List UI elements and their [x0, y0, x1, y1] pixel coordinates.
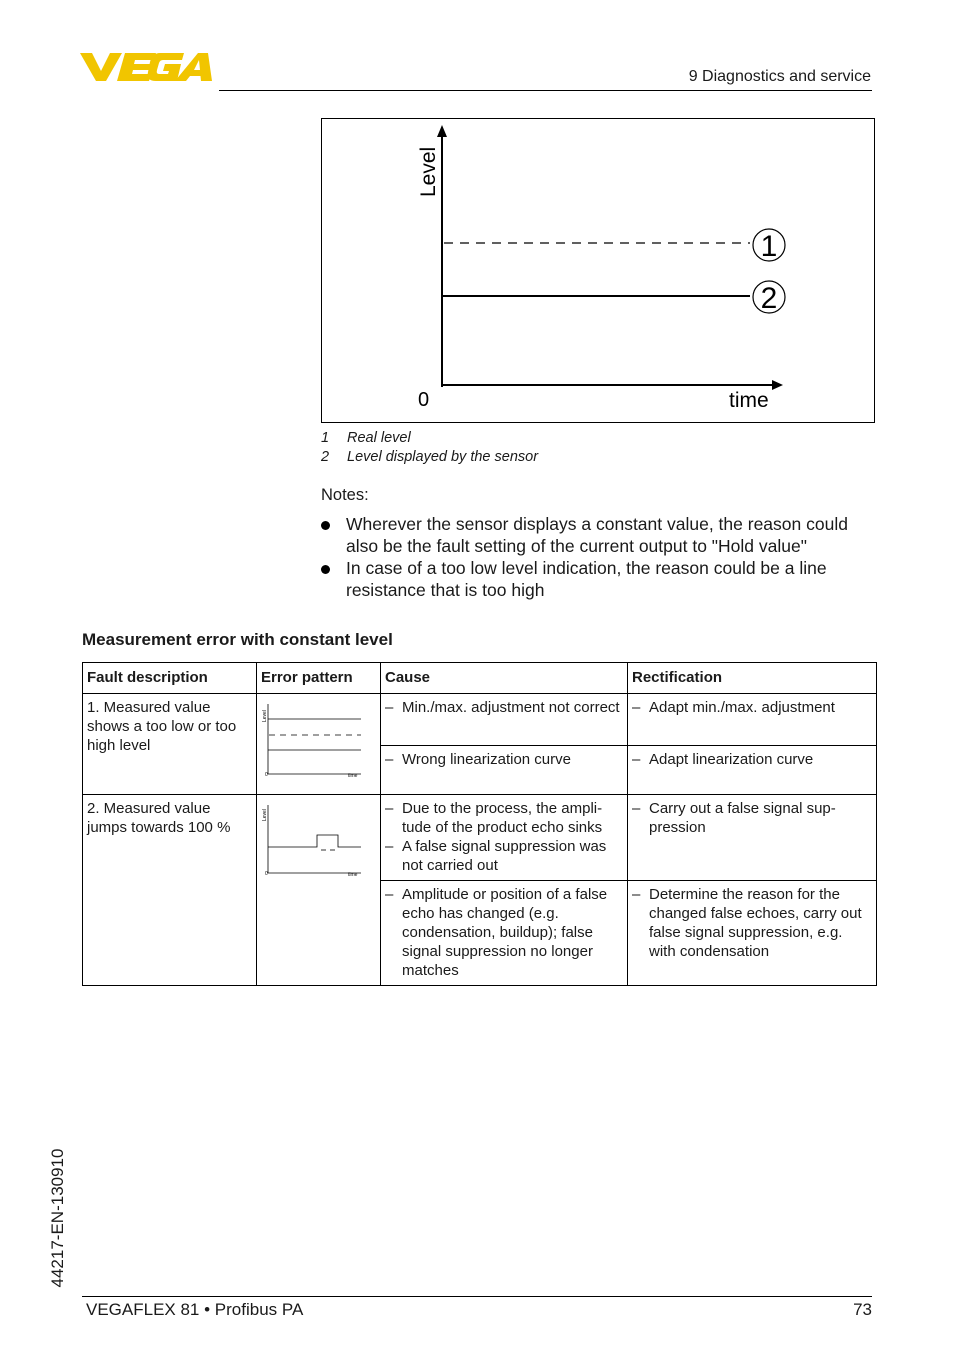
footer-rule: [82, 1296, 872, 1297]
page-number: 73: [853, 1300, 872, 1319]
table-header-row: [83, 663, 877, 694]
error-pattern-constant-offset: [257, 694, 381, 789]
header-cause: Cause: [381, 663, 628, 694]
rectification-cell: – Adapt min./max. adjustment: [628, 694, 877, 746]
bullet-icon: [321, 521, 330, 530]
header-fault-description: Fault description: [83, 663, 257, 694]
fault-description-cell: 1. Measured value shows a too low or too high level: [83, 694, 257, 795]
error-pattern-jump: [257, 795, 381, 881]
origin-label: 0: [418, 389, 430, 411]
y-axis-label: Level: [417, 146, 440, 197]
cause-cell: – Amplitude or position of a false echo has changed (e.g. condensation, buildup); false signal suppression no longer matches: [381, 881, 628, 986]
marker-1-label: 1: [760, 230, 778, 263]
legend-item-2: 2 Level displayed by the sensor: [321, 449, 539, 465]
fault-description-cell: 2. Measured value jumps towards 100 %: [83, 795, 257, 986]
note-item-2: In case of a too low level indication, the reason could be a line resistance that is too high: [321, 557, 861, 601]
header-rule: [219, 90, 872, 91]
section-heading: Measurement error with constant level: [82, 630, 393, 649]
document-id: 44217-EN-130910: [48, 1148, 67, 1288]
cause-cell: – Wrong linearization curve: [381, 745, 628, 794]
header-rectification: Rectification: [628, 663, 877, 694]
svg-text:Level: Level: [262, 710, 268, 722]
footer-product-title: VEGAFLEX 81 • Profibus PA: [86, 1300, 304, 1319]
error-pattern-cell: [257, 795, 381, 986]
svg-text:time: time: [348, 773, 358, 779]
marker-2-label: 2: [760, 282, 778, 315]
cause-cell: – Due to the process, the ampli- tude of the product echo sinks – A false signal suppression was not carried out: [381, 795, 628, 881]
legend-item-1: 1 Real level: [321, 430, 411, 446]
error-pattern-cell: [257, 694, 381, 795]
rectification-cell: – Adapt linearization curve: [628, 745, 877, 794]
rectification-cell: – Determine the reason for the changed false echoes, carry out false signal suppression, e.g. with condensation: [628, 881, 877, 986]
error-table: [82, 662, 877, 986]
svg-text:0: 0: [265, 871, 268, 877]
vega-logo: [80, 50, 212, 87]
cause-cell: – Min./max. adjustment not correct: [381, 694, 628, 746]
level-time-figure: [321, 118, 875, 423]
x-axis-label: time: [729, 389, 769, 412]
notes-title: Notes:: [321, 486, 369, 504]
rectification-cell: – Carry out a false signal sup- pression: [628, 795, 877, 881]
header-error-pattern: Error pattern: [257, 663, 381, 694]
svg-text:0: 0: [265, 772, 268, 778]
header-section-title: 9 Diagnostics and service: [688, 68, 871, 85]
svg-text:time: time: [348, 872, 358, 878]
table-row: [83, 795, 877, 881]
bullet-icon: [321, 565, 330, 574]
note-item-1: Wherever the sensor displays a constant value, the reason could also be the fault setting of the current output to "Hold value": [321, 513, 861, 557]
table-row: [83, 694, 877, 746]
svg-text:Level: Level: [262, 809, 268, 821]
